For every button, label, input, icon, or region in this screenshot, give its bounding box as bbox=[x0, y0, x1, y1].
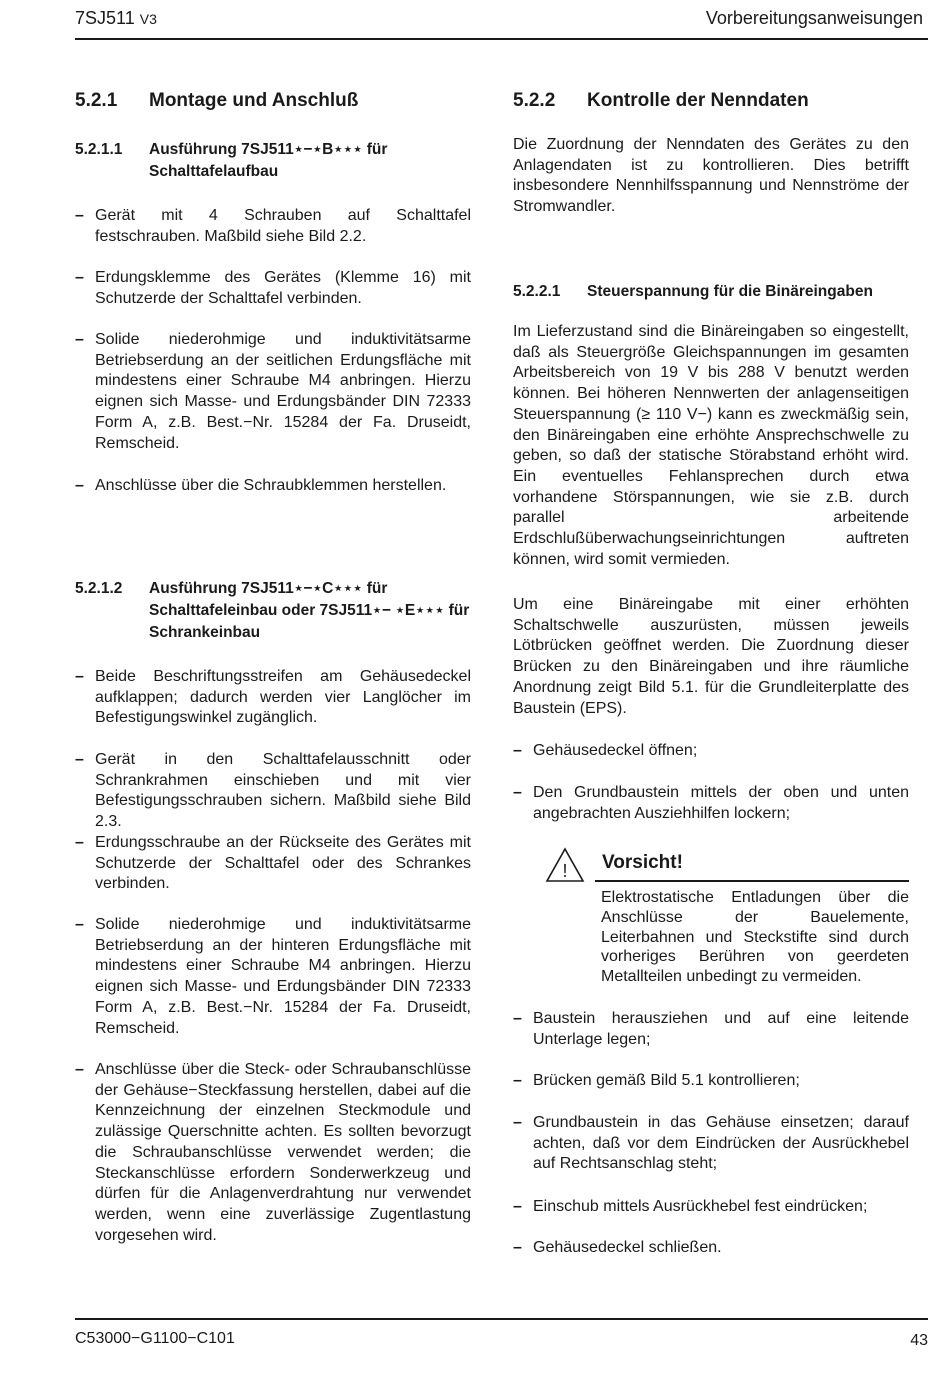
list-item-text: Grundbaustein in das Gehäuse einsetzen; darauf achten, daß vor dem Eindrücken der Ausrückhebel auf Rechtsanschlag steht; bbox=[533, 1114, 909, 1173]
subsection-5-2-1-1 bbox=[75, 139, 471, 183]
list-item-text: Anschlüsse über die Schraubklemmen herstellen. bbox=[95, 477, 447, 494]
model-version: V3 bbox=[139, 11, 157, 27]
warning-rule bbox=[595, 880, 909, 882]
header-model bbox=[75, 8, 157, 29]
heading-5-2-1-1 bbox=[75, 139, 471, 183]
heading-title: Ausführung 7SJ511⋆−⋆B⋆⋆⋆ für Schalttafelaufbau bbox=[149, 141, 388, 180]
right-column bbox=[513, 91, 909, 112]
list-item bbox=[513, 741, 909, 762]
list-item bbox=[75, 750, 471, 833]
list-item bbox=[75, 206, 471, 247]
heading-5-2-2-1 bbox=[513, 281, 909, 303]
footer-rule bbox=[75, 1318, 928, 1320]
heading-number: 5.2.1.2 bbox=[75, 580, 123, 597]
list-item-text: Gerät in den Schalttafelausschnitt oder Schrankrahmen einschieben und mit vier Befestigungsschrauben sichern. Maßbild siehe Bild 2.3. bbox=[95, 751, 471, 831]
paragraph bbox=[513, 135, 909, 218]
list-item-text: Gehäusedeckel öffnen; bbox=[533, 742, 698, 759]
dash-bullet: – bbox=[75, 477, 84, 494]
list-item-text: Solide niederohmige und induktivitätsarme Betriebserdung an der hinteren Erdungsfläche mit mindestens einer Schraube M4 anbringen. Hierzu eignen sich Masse- und Erdungsbänder DIN 72333 Form A, z.B. Best.−Nr. 15284 der Fa. Druseidt, Remscheid. bbox=[95, 916, 471, 1037]
list-item bbox=[75, 833, 471, 895]
dash-bullet: – bbox=[75, 751, 84, 768]
list-item bbox=[513, 1071, 909, 1092]
dash-bullet: – bbox=[513, 1198, 522, 1215]
dash-bullet: – bbox=[75, 1061, 84, 1078]
paragraph bbox=[513, 322, 909, 570]
dash-bullet: – bbox=[75, 916, 84, 933]
dash-bullet: – bbox=[513, 1072, 522, 1089]
list-item bbox=[75, 915, 471, 1039]
dash-bullet: – bbox=[75, 269, 84, 286]
heading-5-2-2 bbox=[513, 91, 909, 112]
header-section-title: Vorbereitungsanweisungen bbox=[705, 8, 923, 28]
heading-title: Montage und Anschluß bbox=[149, 90, 359, 111]
heading-number: 5.2.1 bbox=[75, 90, 118, 111]
warning-title: Vorsicht! bbox=[602, 852, 683, 873]
paragraph-text: Um eine Binäreingabe mit einer erhöhten Schaltschwelle auszurüsten, müssen jeweils Lötbrücken geöffnet werden. Die Zuordnung dieser Brücken zu den Binäreingaben und ihre räumliche Anordnung zeigt Bild 5.1. für die Grundleiterplatte des Baustein (EPS). bbox=[513, 596, 909, 717]
paragraph-text: Im Lieferzustand sind die Binäreingaben so eingestellt, daß als Steuergröße Gleichspannungen im gesamten Arbeitsbereich von 19 V bis 288 V benutzt werden können. Bei höheren Nennwerten der anlagenseitigen Steuerspannung (≥ 110 V−) kann es zweckmäßig sein, den Binäreingaben eine erhöhte Ansprechschwelle zu geben, so daß der statische Störabstand erhöht wird. Ein eventuelles Fehlansprechen durch etwa vorhandene Störspannungen, wie sie z.B. durch parallel arbeitende Erdschlußüberwachungseinrichtungen auftreten können, wird somit vermieden. bbox=[513, 323, 909, 568]
dash-bullet: – bbox=[513, 1114, 522, 1131]
heading-5-2-1-2 bbox=[75, 578, 471, 644]
left-column bbox=[75, 91, 471, 112]
footer-doc-number: C53000−G1100−C101 bbox=[75, 1330, 235, 1347]
heading-number: 5.2.2.1 bbox=[513, 283, 561, 300]
list-item bbox=[75, 268, 471, 309]
list-item-text: Beide Beschriftungsstreifen am Gehäusedeckel aufklappen; dadurch werden vier Langlöcher im Befestigungswinkel zugänglich. bbox=[95, 668, 471, 727]
list-item bbox=[75, 476, 471, 497]
list-item-text: Brücken gemäß Bild 5.1 kontrollieren; bbox=[533, 1072, 800, 1089]
heading-number: 5.2.1.1 bbox=[75, 141, 123, 158]
list-item-text: Erdungsklemme des Gerätes (Klemme 16) mit Schutzerde der Schalttafel verbinden. bbox=[95, 269, 471, 307]
dash-bullet: – bbox=[75, 834, 84, 851]
list-item-text: Gehäusedeckel schließen. bbox=[533, 1239, 722, 1256]
list-item-text: Einschub mittels Ausrückhebel fest eindrücken; bbox=[533, 1198, 868, 1215]
list-item-text: Erdungsschraube an der Rückseite des Gerätes mit Schutzerde der Schalttafel oder des Schrankes verbinden. bbox=[95, 834, 471, 893]
list-item bbox=[513, 1197, 909, 1218]
dash-bullet: – bbox=[513, 1010, 522, 1027]
paragraph bbox=[513, 595, 909, 719]
list-item bbox=[513, 783, 909, 824]
list-item-text: Den Grundbaustein mittels der oben und unten angebrachten Ausziehhilfen lockern; bbox=[533, 784, 909, 822]
header-rule bbox=[75, 38, 928, 40]
dash-bullet: – bbox=[513, 742, 522, 759]
dash-bullet: – bbox=[75, 668, 84, 685]
dash-bullet: – bbox=[75, 207, 84, 224]
list-item bbox=[75, 330, 471, 454]
list-item-text: Baustein herausziehen und auf eine leitende Unterlage legen; bbox=[533, 1010, 909, 1048]
dash-bullet: – bbox=[75, 331, 84, 348]
list-item bbox=[513, 1113, 909, 1175]
list-item-text: Anschlüsse über die Steck- oder Schraubanschlüsse der Gehäuse−Steckfassung herstellen, dabei auf die Kennzeichnung der einzelnen Steckmodule und zulässige Querschnitte achten. Es sollten bevorzugt die Schraubanschlüsse verwendet werden; die Steckanschlüsse erfordern Sonderwerkzeug und dürfen für die Anlagenverdrahtung nur verwendet werden, wenn eine zuverlässige Zugentlastung vorgesehen wird. bbox=[95, 1061, 471, 1244]
list-item-text: Gerät mit 4 Schrauben auf Schalttafel festschrauben. Maßbild siehe Bild 2.2. bbox=[95, 207, 471, 245]
subsection-5-2-2-1 bbox=[513, 281, 909, 303]
warning-triangle-icon bbox=[545, 847, 585, 883]
dash-bullet: – bbox=[513, 784, 522, 801]
list-item bbox=[75, 667, 471, 729]
subsection-5-2-1-2 bbox=[75, 578, 471, 644]
dash-bullet: – bbox=[513, 1239, 522, 1256]
list-item bbox=[513, 1009, 909, 1050]
heading-title: Steuerspannung für die Binäreingaben bbox=[587, 283, 873, 300]
heading-5-2-1 bbox=[75, 91, 471, 112]
svg-text:!: ! bbox=[562, 861, 568, 881]
paragraph-text: Die Zuordnung der Nenndaten des Gerätes zu den Anlagendaten ist zu kontrollieren. Dies betrifft insbesondere Nennhilfsspannung und Nennströme der Stromwandler. bbox=[513, 136, 909, 216]
heading-title: Ausführung 7SJ511⋆−⋆C⋆⋆⋆ für Schalttafeleinbau oder 7SJ511⋆− ⋆E⋆⋆⋆ für Schrankeinbau bbox=[149, 580, 470, 641]
list-item-text: Solide niederohmige und induktivitätsarme Betriebserdung an der seitlichen Erdungsfläche mit mindestens einer Schraube M4 anbringen. Hierzu eignen sich Masse- und Erdungsbänder DIN 72333 Form A, z.B. Best.−Nr. 15284 der Fa. Druseidt, Remscheid. bbox=[95, 331, 471, 452]
warning-body: Elektrostatische Entladungen über die Anschlüsse der Bauelemente, Leiterbahnen und Steckstifte sind durch vorheriges Berühren von geerdeten Metallteilen unbedingt zu vermeiden. bbox=[601, 889, 909, 986]
heading-title: Kontrolle der Nenndaten bbox=[587, 90, 809, 111]
page-number: 43 bbox=[910, 1332, 928, 1349]
list-item bbox=[75, 1060, 471, 1246]
list-item bbox=[513, 1238, 909, 1259]
heading-number: 5.2.2 bbox=[513, 90, 556, 111]
model-name: 7SJ511 bbox=[75, 8, 135, 28]
